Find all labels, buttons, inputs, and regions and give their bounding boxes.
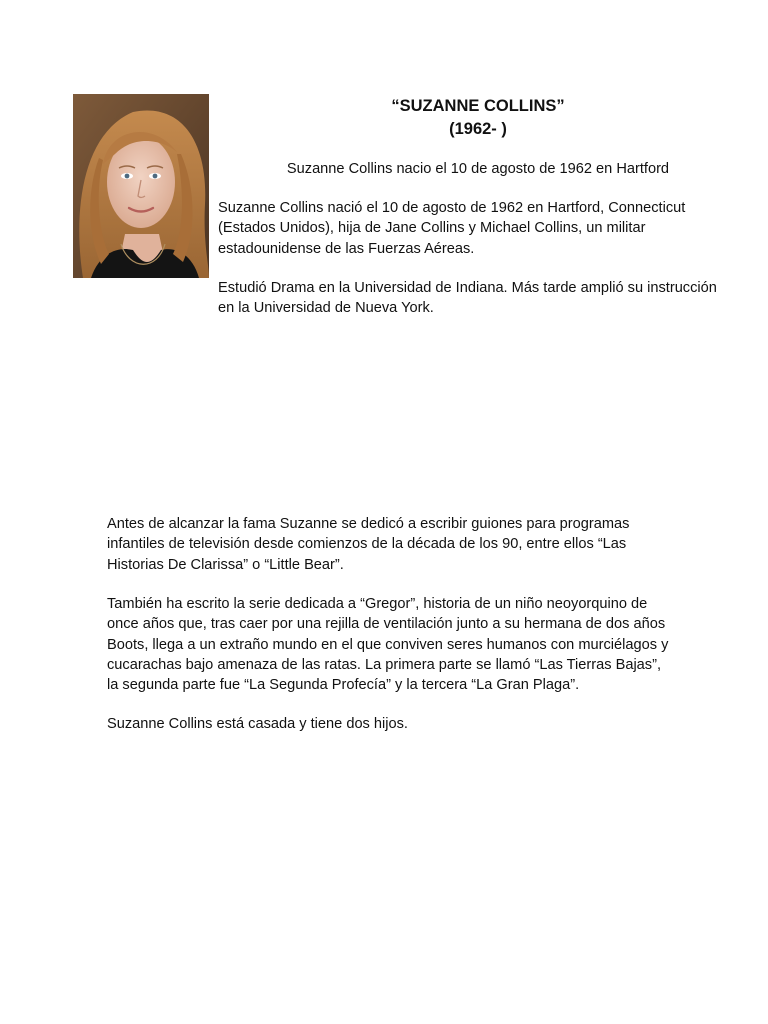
text-line: once años que, tras caer por una rejilla de ventilación junto a su hermana de dos años [107,616,666,633]
paragraph-birth [218,198,738,259]
subtitle: Suzanne Collins nacio el 10 de agosto de 1962 en Hartford [286,161,670,177]
text-line: También ha escrito la serie dedicada a “Gregor”, historia de un niño neoyorquino de [107,596,648,612]
text-line: Estudió Drama en la Universidad de Indiana. Más tarde amplió su instrucción [218,280,717,296]
page-title [300,95,656,141]
text-line: Antes de alcanzar la fama Suzanne se dedicó a escribir guiones para programas [107,516,630,532]
paragraph-family [107,714,707,734]
paragraph-gregor-series [107,594,707,695]
paragraph-education [218,278,748,319]
paragraph-career [107,514,697,575]
title-name: “SUZANNE COLLINS” [391,97,565,115]
text-line: Suzanne Collins nació el 10 de agosto de 1962 en Hartford, Connecticut [218,200,686,216]
text-line: (Estados Unidos), hija de Jane Collins y Michael Collins, un militar [218,220,646,237]
text-line: infantiles de televisión desde comienzos de la década de los 90, entre ellos “Las [107,536,627,553]
text-line: Historias De Clarissa” o “Little Bear”. [107,556,344,573]
text-line: estadounidense de las Fuerzas Aéreas. [218,240,475,257]
author-portrait [73,94,209,278]
title-years: (1962- ) [449,120,507,138]
text-line: Suzanne Collins está casada y tiene dos hijos. [107,716,408,732]
text-line: Boots, llega a un extraño mundo en el que conviven seres humanos con murciélagos y [107,636,669,653]
text-line: en la Universidad de Nueva York. [218,300,434,317]
text-line: la segunda parte fue “La Segunda Profecía” y la tercera “La Gran Plaga”. [107,677,580,694]
text-line: cucarachas bajo amenaza de las ratas. La primera parte se llamó “Las Tierras Bajas”, [107,656,662,673]
